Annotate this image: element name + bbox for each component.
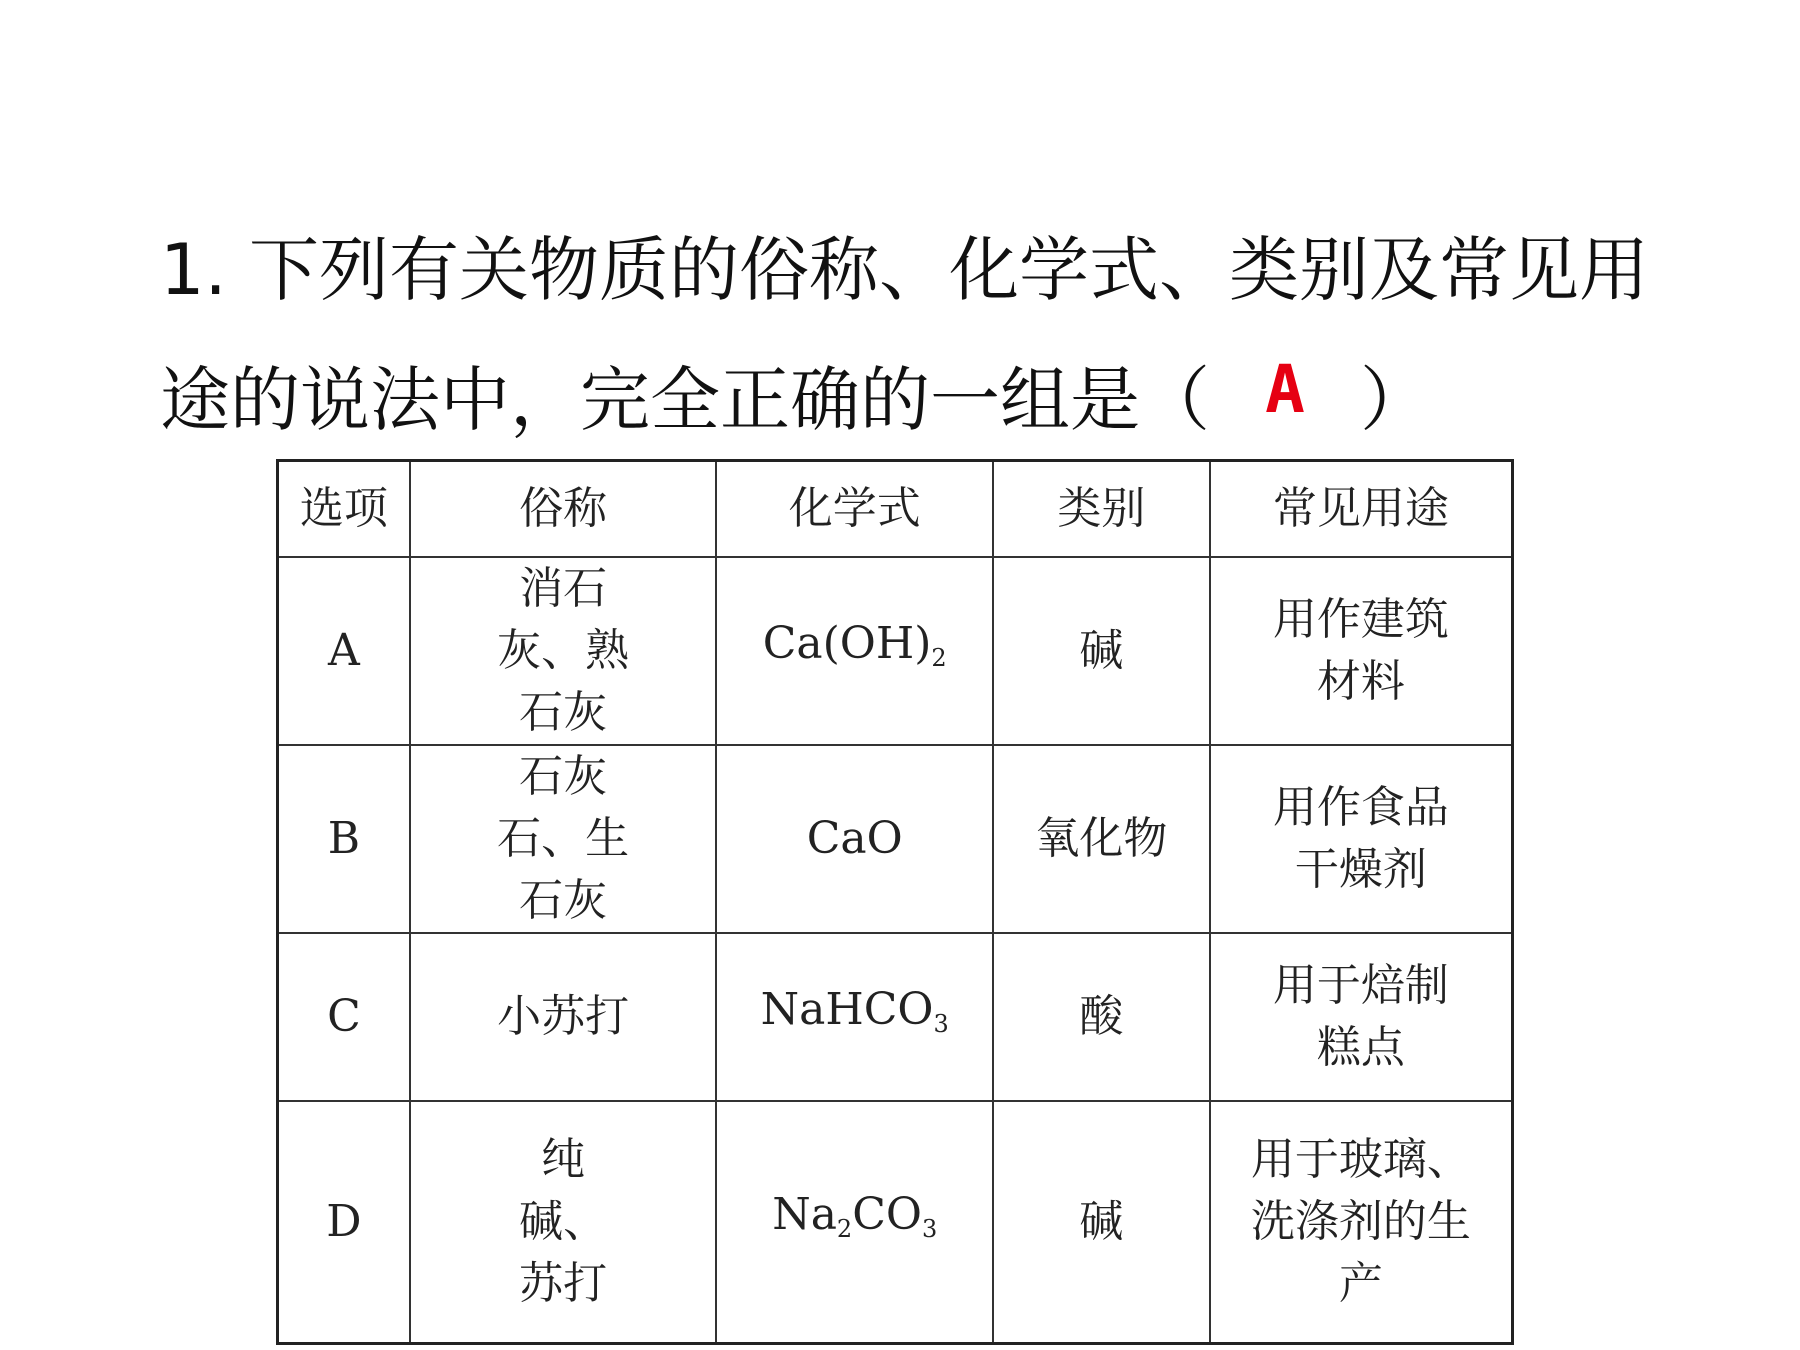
question-line-2: [160, 335, 1660, 465]
table-row: [278, 557, 1513, 745]
row-use-text: 用于焙制糕点: [1272, 960, 1449, 1073]
row-common-name: [410, 1101, 717, 1344]
formula-subscript-1: 2: [836, 1215, 853, 1243]
question-line-2-text: 途的说法中，完全正确的一组是（: [160, 359, 1210, 441]
row-option: A: [278, 557, 410, 745]
table-row: [278, 933, 1513, 1101]
formula-base: Ca(OH): [762, 618, 932, 669]
formula-part-1: Na: [772, 1189, 837, 1240]
table-header-row: [278, 461, 1513, 558]
answer-choice: A: [1265, 351, 1305, 428]
row-type: 碱: [993, 1101, 1210, 1344]
row-type: 碱: [993, 557, 1210, 745]
row-use: [1210, 933, 1513, 1101]
row-type: 酸: [993, 933, 1210, 1101]
header-common-name: 俗称: [410, 461, 717, 558]
row-common-name: [410, 745, 717, 933]
row-option: C: [278, 933, 410, 1101]
row-common-name: 小苏打: [410, 933, 717, 1101]
table-row: [278, 745, 1513, 933]
substance-table: [276, 459, 1514, 1345]
row-common-name-text: 纯碱、苏打: [519, 1134, 608, 1309]
header-option: 选项: [278, 461, 410, 558]
row-common-name: [410, 557, 717, 745]
formula-subscript: 2: [931, 644, 947, 672]
question-text: [160, 205, 1660, 465]
row-use-text: 用作食品干燥剂: [1272, 782, 1449, 895]
row-common-name-text: 消石灰、熟石灰: [497, 563, 630, 738]
header-use: 常见用途: [1210, 461, 1513, 558]
row-formula: CaO: [716, 745, 993, 933]
row-formula: [716, 557, 993, 745]
header-type: 类别: [993, 461, 1210, 558]
row-common-name-text: 石灰石、生石灰: [497, 751, 630, 926]
row-option: B: [278, 745, 410, 933]
formula-subscript-2: 3: [921, 1215, 938, 1243]
formula-base: NaHCO: [760, 984, 934, 1035]
close-paren: ）: [1360, 359, 1430, 441]
row-option: D: [278, 1101, 410, 1344]
row-formula: [716, 1101, 993, 1344]
row-type: 氧化物: [993, 745, 1210, 933]
row-use: [1210, 745, 1513, 933]
formula-part-2: CO: [852, 1189, 922, 1240]
row-use-text: 用于玻璃、洗涤剂的生产: [1250, 1134, 1471, 1309]
table-row: [278, 1101, 1513, 1344]
row-use-text: 用作建筑材料: [1272, 594, 1449, 707]
row-use: [1210, 557, 1513, 745]
row-formula: [716, 933, 993, 1101]
header-formula: 化学式: [716, 461, 993, 558]
question-line-1: 1. 下列有关物质的俗称、化学式、类别及常见用: [160, 229, 1650, 311]
formula-subscript: 3: [933, 1010, 949, 1038]
row-use: [1210, 1101, 1513, 1344]
